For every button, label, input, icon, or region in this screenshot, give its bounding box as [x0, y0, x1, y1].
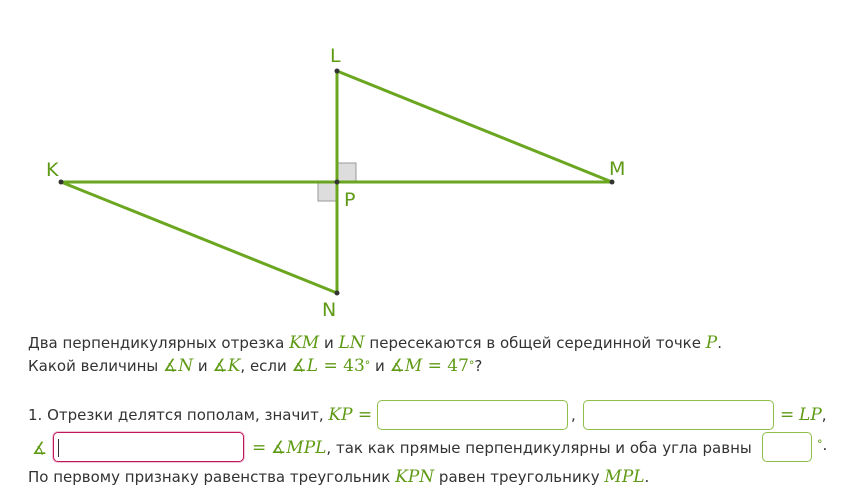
- text: и: [370, 357, 390, 375]
- degree-input[interactable]: [762, 432, 812, 462]
- text: ?: [474, 357, 483, 375]
- text: .: [644, 468, 650, 486]
- step3-text: [28, 466, 649, 488]
- text: , так как прямые перпендикулярны и оба угла равны: [326, 439, 752, 457]
- math-KM: KM: [289, 333, 320, 353]
- degree-symbol: °: [468, 359, 475, 372]
- point-N: [335, 291, 340, 296]
- math-KP: KP: [328, 405, 353, 425]
- math-K: K: [227, 356, 241, 376]
- point-P: [335, 180, 340, 185]
- math-M: M: [404, 356, 423, 376]
- math-P: P: [705, 333, 718, 353]
- step1-text: [28, 404, 372, 426]
- degree-symbol: °: [364, 359, 371, 372]
- math-LP: LP: [799, 405, 822, 425]
- text: 1. Отрезки делятся пополам, значит,: [28, 406, 329, 424]
- text: .: [717, 334, 722, 352]
- problem-statement-line1: [28, 332, 722, 354]
- math-KPN: KPN: [395, 467, 435, 487]
- label-N: N: [322, 299, 337, 320]
- angle-icon: ∡: [163, 356, 179, 376]
- text: .: [822, 436, 828, 454]
- equals-sign: =: [252, 438, 267, 458]
- label-P: P: [344, 189, 356, 211]
- text: Два перпендикулярных отрезка: [28, 334, 290, 352]
- text: Какой величины: [28, 357, 164, 375]
- text: , если: [240, 357, 292, 375]
- equals-sign: =: [352, 405, 373, 425]
- math-MPL: MPL: [604, 467, 645, 487]
- label-L: L: [330, 45, 341, 67]
- step2-text: [252, 437, 752, 459]
- angle-input[interactable]: [53, 432, 244, 462]
- math-MPL: MPL: [286, 438, 327, 458]
- math-N: N: [178, 356, 194, 376]
- math-value-43: = 43: [318, 356, 365, 376]
- segment-LM: [337, 71, 612, 182]
- point-K: [59, 180, 64, 185]
- point-L: [335, 69, 340, 74]
- text: и: [193, 357, 213, 375]
- angle-icon: ∡: [32, 439, 48, 459]
- right-angle-marker-upper: [337, 163, 356, 182]
- step2-end: [817, 434, 827, 456]
- math-value-47: = 47: [422, 356, 469, 376]
- text: равен треугольнику: [434, 468, 605, 486]
- math-LN: LN: [338, 333, 365, 353]
- angle-icon: ∡: [212, 356, 228, 376]
- text: и: [319, 334, 339, 352]
- right-angle-marker-lower: [318, 182, 337, 201]
- comma: ,: [821, 406, 827, 424]
- degree-symbol: °: [817, 438, 823, 451]
- text: По первому признаку равенства треугольник: [28, 468, 396, 486]
- point-M: [610, 180, 615, 185]
- angle-icon: ∡: [291, 356, 307, 376]
- label-K: K: [46, 159, 59, 181]
- segment-KN: [61, 182, 337, 293]
- problem-statement-line2: [28, 355, 482, 377]
- comma: ,: [571, 406, 576, 424]
- kp-input[interactable]: [377, 400, 568, 430]
- label-M: M: [609, 158, 626, 180]
- angle-icon: ∡: [271, 438, 287, 458]
- segment-input[interactable]: [583, 400, 774, 430]
- math-L: L: [306, 356, 319, 376]
- text: пересекаются в общей серединной точке: [364, 334, 706, 352]
- equals-sign: =: [780, 405, 795, 425]
- angle-icon: ∡: [389, 356, 405, 376]
- step1-tail: [780, 404, 827, 426]
- text-cursor: [58, 439, 59, 457]
